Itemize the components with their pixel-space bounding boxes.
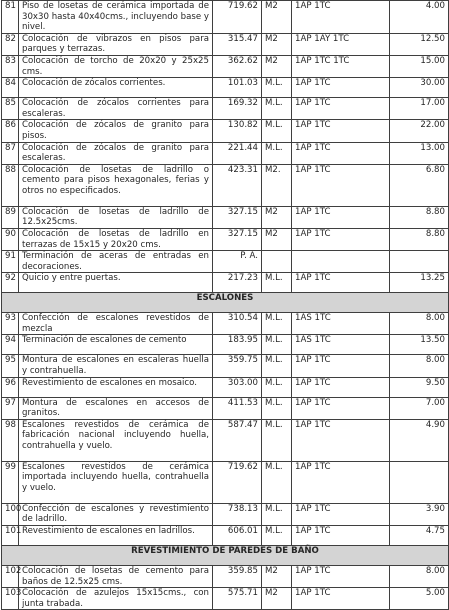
- item-price: 303.00: [213, 377, 262, 397]
- item-price: 719.62: [213, 461, 262, 503]
- item-number: 96: [2, 377, 19, 397]
- item-unit: M2: [262, 566, 292, 588]
- item-description: Colocación de zócalos de granito para pisos.: [19, 120, 213, 142]
- section-title: REVESTIMIENTO DE PAREDES DE BAÑO: [2, 546, 449, 566]
- item-unit: M2: [262, 206, 292, 228]
- item-description: Escalones revestidos de cerámica importada incluyendo huella, contrahuella y vuelo.: [19, 461, 213, 503]
- table-row: [2, 461, 449, 503]
- item-number: 94: [2, 335, 19, 355]
- item-crew: [292, 251, 390, 273]
- item-crew: 1AP 1TC: [292, 588, 390, 610]
- table-row: [2, 251, 449, 273]
- item-description: Montura de escalones en accesos de granitos.: [19, 397, 213, 419]
- table-row: [2, 526, 449, 546]
- item-unit: M.L.: [262, 526, 292, 546]
- item-unit: M.L.: [262, 78, 292, 98]
- table-row: [2, 397, 449, 419]
- table-row: [2, 1, 449, 34]
- item-price: 359.75: [213, 355, 262, 377]
- item-crew: 1AP 1TC 1TC: [292, 55, 390, 77]
- item-description: Montura de escalones en escaleras huella y contrahuella.: [19, 355, 213, 377]
- table-row: [2, 228, 449, 250]
- item-description: Colocación de vibrazos en pisos para parques y terrazas.: [19, 33, 213, 55]
- item-yield: [390, 251, 449, 273]
- item-yield: [390, 461, 449, 503]
- item-description: Colocación de losetas de cemento para baños de 12.5x25 cms.: [19, 566, 213, 588]
- item-description: Colocación de losetas de ladrillo en terrazas de 15x15 y 20x20 cms.: [19, 228, 213, 250]
- item-yield: 8.00: [390, 313, 449, 335]
- item-price: 362.62: [213, 55, 262, 77]
- item-yield: 3.90: [390, 503, 449, 525]
- item-number: 89: [2, 206, 19, 228]
- table-row: [2, 78, 449, 98]
- item-number: 101: [2, 526, 19, 546]
- item-price: 183.95: [213, 335, 262, 355]
- table-row: [2, 98, 449, 120]
- section-header-row: [2, 546, 449, 566]
- item-crew: 1AS 1TC: [292, 313, 390, 335]
- table-row: [2, 55, 449, 77]
- item-price: 221.44: [213, 142, 262, 164]
- item-description: Colocación de zócalos corrientes para escaleras.: [19, 98, 213, 120]
- item-unit: M.L.: [262, 503, 292, 525]
- item-price: 738.13: [213, 503, 262, 525]
- item-unit: M.L.: [262, 397, 292, 419]
- item-number: 90: [2, 228, 19, 250]
- item-unit: M.L.: [262, 377, 292, 397]
- item-number: 99: [2, 461, 19, 503]
- item-price: 315.47: [213, 33, 262, 55]
- item-price: 130.82: [213, 120, 262, 142]
- item-description: Colocación de zócalos corrientes.: [19, 78, 213, 98]
- item-unit: M.L.: [262, 461, 292, 503]
- item-crew: 1AP 1TC: [292, 206, 390, 228]
- item-yield: 9.50: [390, 377, 449, 397]
- item-unit: M2.: [262, 164, 292, 206]
- item-number: 93: [2, 313, 19, 335]
- table-row: [2, 419, 449, 461]
- item-crew: 1AP 1TC: [292, 377, 390, 397]
- item-unit: M.L.: [262, 355, 292, 377]
- item-yield: 15.00: [390, 55, 449, 77]
- item-price: 411.53: [213, 397, 262, 419]
- item-description: Confección de escalones y revestimiento de ladrillo.: [19, 503, 213, 525]
- item-number: 98: [2, 419, 19, 461]
- item-unit: M.L.: [262, 419, 292, 461]
- item-crew: 1AP 1TC: [292, 419, 390, 461]
- item-price: 101.03: [213, 78, 262, 98]
- item-number: 102: [2, 566, 19, 588]
- table-row: [2, 164, 449, 206]
- table-row: [2, 33, 449, 55]
- section-title: ESCALONES: [2, 293, 449, 313]
- item-yield: 5.00: [390, 588, 449, 610]
- item-description: Escalones revestidos de cerámica de fabricación nacional incluyendo huella, contrahuella y vuelo.: [19, 419, 213, 461]
- item-crew: 1AS 1TC: [292, 335, 390, 355]
- item-price: 575.71: [213, 588, 262, 610]
- item-description: Colocación de torcho de 20x20 y 25x25 cms.: [19, 55, 213, 77]
- item-description: Confección de escalones revestidos de mezcla: [19, 313, 213, 335]
- item-price: 327.15: [213, 228, 262, 250]
- item-description: Terminación de aceras de entradas en decoraciones.: [19, 251, 213, 273]
- item-description: Colocación de zócalos de granito para escaleras.: [19, 142, 213, 164]
- item-crew: 1AP 1TC: [292, 164, 390, 206]
- item-crew: 1AP 1TC: [292, 566, 390, 588]
- table-row: [2, 588, 449, 610]
- item-number: 103: [2, 588, 19, 610]
- item-unit: [262, 251, 292, 273]
- item-yield: 4.00: [390, 1, 449, 34]
- table-row: [2, 120, 449, 142]
- item-yield: 13.25: [390, 273, 449, 293]
- item-unit: M2: [262, 55, 292, 77]
- item-unit: M.L.: [262, 98, 292, 120]
- item-yield: 6.80: [390, 164, 449, 206]
- table-row: [2, 503, 449, 525]
- item-unit: M2: [262, 1, 292, 34]
- item-yield: 30.00: [390, 78, 449, 98]
- item-description: Piso de losetas de cerámica importada de 30x30 hasta 40x40cms., incluyendo base y nivel.: [19, 1, 213, 34]
- item-crew: 1AP 1TC: [292, 503, 390, 525]
- item-yield: 13.50: [390, 335, 449, 355]
- item-number: 97: [2, 397, 19, 419]
- item-yield: 4.75: [390, 526, 449, 546]
- item-unit: M2: [262, 33, 292, 55]
- item-description: Colocación de losetas de ladrillo de 12.5x25cms.: [19, 206, 213, 228]
- item-crew: 1AP 1TC: [292, 228, 390, 250]
- item-crew: 1AP 1TC: [292, 526, 390, 546]
- item-price: 423.31: [213, 164, 262, 206]
- price-table: [1, 0, 449, 610]
- item-unit: M.L.: [262, 273, 292, 293]
- item-crew: 1AP 1TC: [292, 1, 390, 34]
- item-number: 84: [2, 78, 19, 98]
- item-yield: 4.90: [390, 419, 449, 461]
- item-unit: M.L.: [262, 313, 292, 335]
- item-price: 217.23: [213, 273, 262, 293]
- item-description: Colocación de losetas de ladrillo o cemento para pisos hexagonales, ferias y otros no especificados.: [19, 164, 213, 206]
- item-number: 81: [2, 1, 19, 34]
- item-number: 82: [2, 33, 19, 55]
- item-unit: M.L.: [262, 335, 292, 355]
- item-number: 88: [2, 164, 19, 206]
- item-crew: 1AP 1TC: [292, 273, 390, 293]
- table-row: [2, 142, 449, 164]
- item-crew: 1AP 1TC: [292, 78, 390, 98]
- item-price: 327.15: [213, 206, 262, 228]
- item-unit: M.L.: [262, 120, 292, 142]
- item-yield: 8.00: [390, 355, 449, 377]
- item-description: Quicio y entre puertas.: [19, 273, 213, 293]
- item-yield: 8.00: [390, 566, 449, 588]
- item-description: Colocación de azulejos 15x15cms., con junta trabada.: [19, 588, 213, 610]
- item-description: Terminación de escalones de cemento: [19, 335, 213, 355]
- item-yield: 12.50: [390, 33, 449, 55]
- item-crew: 1AP 1TC: [292, 142, 390, 164]
- item-yield: 22.00: [390, 120, 449, 142]
- item-yield: 17.00: [390, 98, 449, 120]
- item-crew: 1AP 1TC: [292, 397, 390, 419]
- item-price: P. A.: [213, 251, 262, 273]
- item-unit: M2: [262, 228, 292, 250]
- item-number: 91: [2, 251, 19, 273]
- item-number: 83: [2, 55, 19, 77]
- item-number: 95: [2, 355, 19, 377]
- item-description: Revestimiento de escalones en ladrillos.: [19, 526, 213, 546]
- item-yield: 7.00: [390, 397, 449, 419]
- table-row: [2, 355, 449, 377]
- item-number: 92: [2, 273, 19, 293]
- item-unit: M.L.: [262, 142, 292, 164]
- item-crew: 1AP 1TC: [292, 461, 390, 503]
- table-body: [2, 1, 449, 610]
- item-price: 606.01: [213, 526, 262, 546]
- item-number: 86: [2, 120, 19, 142]
- item-yield: 8.80: [390, 228, 449, 250]
- table-row: [2, 273, 449, 293]
- item-yield: 13.00: [390, 142, 449, 164]
- table-row: [2, 566, 449, 588]
- section-header-row: [2, 293, 449, 313]
- item-number: 100: [2, 503, 19, 525]
- table-row: [2, 313, 449, 335]
- item-price: 359.85: [213, 566, 262, 588]
- item-crew: 1AP 1TC: [292, 355, 390, 377]
- item-price: 310.54: [213, 313, 262, 335]
- item-price: 719.62: [213, 1, 262, 34]
- item-price: 587.47: [213, 419, 262, 461]
- item-crew: 1AP 1AY 1TC: [292, 33, 390, 55]
- item-number: 87: [2, 142, 19, 164]
- item-crew: 1AP 1TC: [292, 98, 390, 120]
- item-price: 169.32: [213, 98, 262, 120]
- table-row: [2, 206, 449, 228]
- item-description: Revestimiento de escalones en mosaico.: [19, 377, 213, 397]
- table-row: [2, 377, 449, 397]
- item-yield: 8.80: [390, 206, 449, 228]
- item-crew: 1AP 1TC: [292, 120, 390, 142]
- item-number: 85: [2, 98, 19, 120]
- table-row: [2, 335, 449, 355]
- item-unit: M2: [262, 588, 292, 610]
